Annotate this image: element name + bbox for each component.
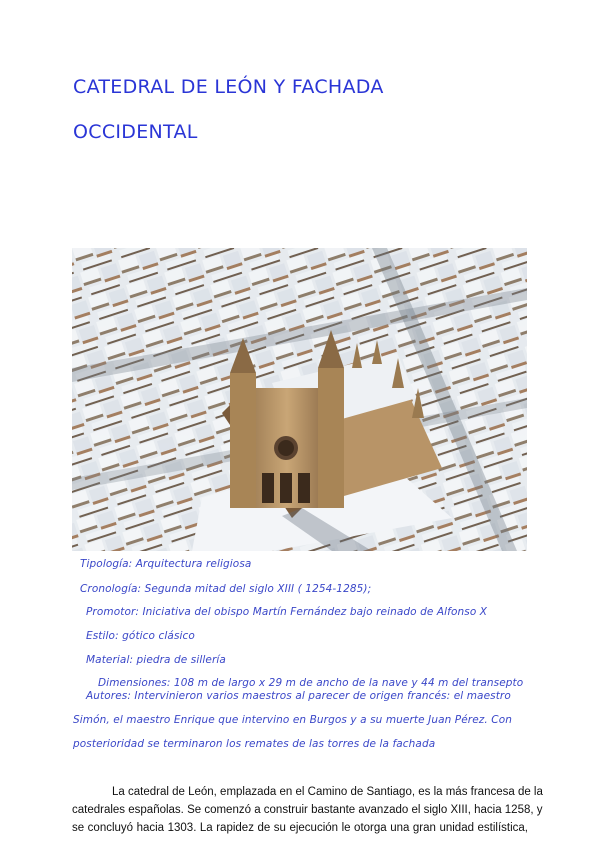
cronologia-text: Cronología: Segunda mitad del siglo XIII ( 1254-1285); — [80, 583, 372, 595]
body-line1: La catedral de León, emplazada en el Camino de Santiago, es la más francesa de la — [112, 786, 543, 798]
document-title-line1: CATEDRAL DE LEÓN Y FACHADA — [73, 76, 384, 98]
autores-line2: Simón, el maestro Enrique que intervino en Burgos y a su muerte Juan Pérez. Con — [73, 714, 512, 726]
body-line3: se concluyó hacia 1303. La rapidez de su ejecución le otorga una gran unidad estilística, — [72, 822, 528, 834]
material-text: Material: piedra de sillería — [86, 654, 226, 666]
promotor-text: Promotor: Iniciativa del obispo Martín Fernández bajo reinado de Alfonso X — [86, 606, 488, 618]
body-paragraph — [72, 783, 543, 837]
document-title-line2: OCCIDENTAL — [73, 121, 198, 143]
body-line2: catedrales españolas. Se comenzó a construir bastante avanzado el siglo XIII, hacia 1258, y — [72, 804, 543, 816]
dimensiones-text: Dimensiones: 108 m de largo x 29 m de ancho de la nave y 44 m del transepto — [98, 677, 524, 689]
autores-line1: Autores: Intervinieron varios maestros al parecer de origen francés: el maestro — [86, 690, 511, 702]
cathedral-aerial-photo — [72, 248, 527, 551]
tipologia-text: Tipología: Arquitectura religiosa — [80, 558, 252, 570]
estilo-text: Estilo: gótico clásico — [86, 630, 195, 642]
autores-line3: posterioridad se terminaron los remates de las torres de la fachada — [73, 738, 436, 750]
